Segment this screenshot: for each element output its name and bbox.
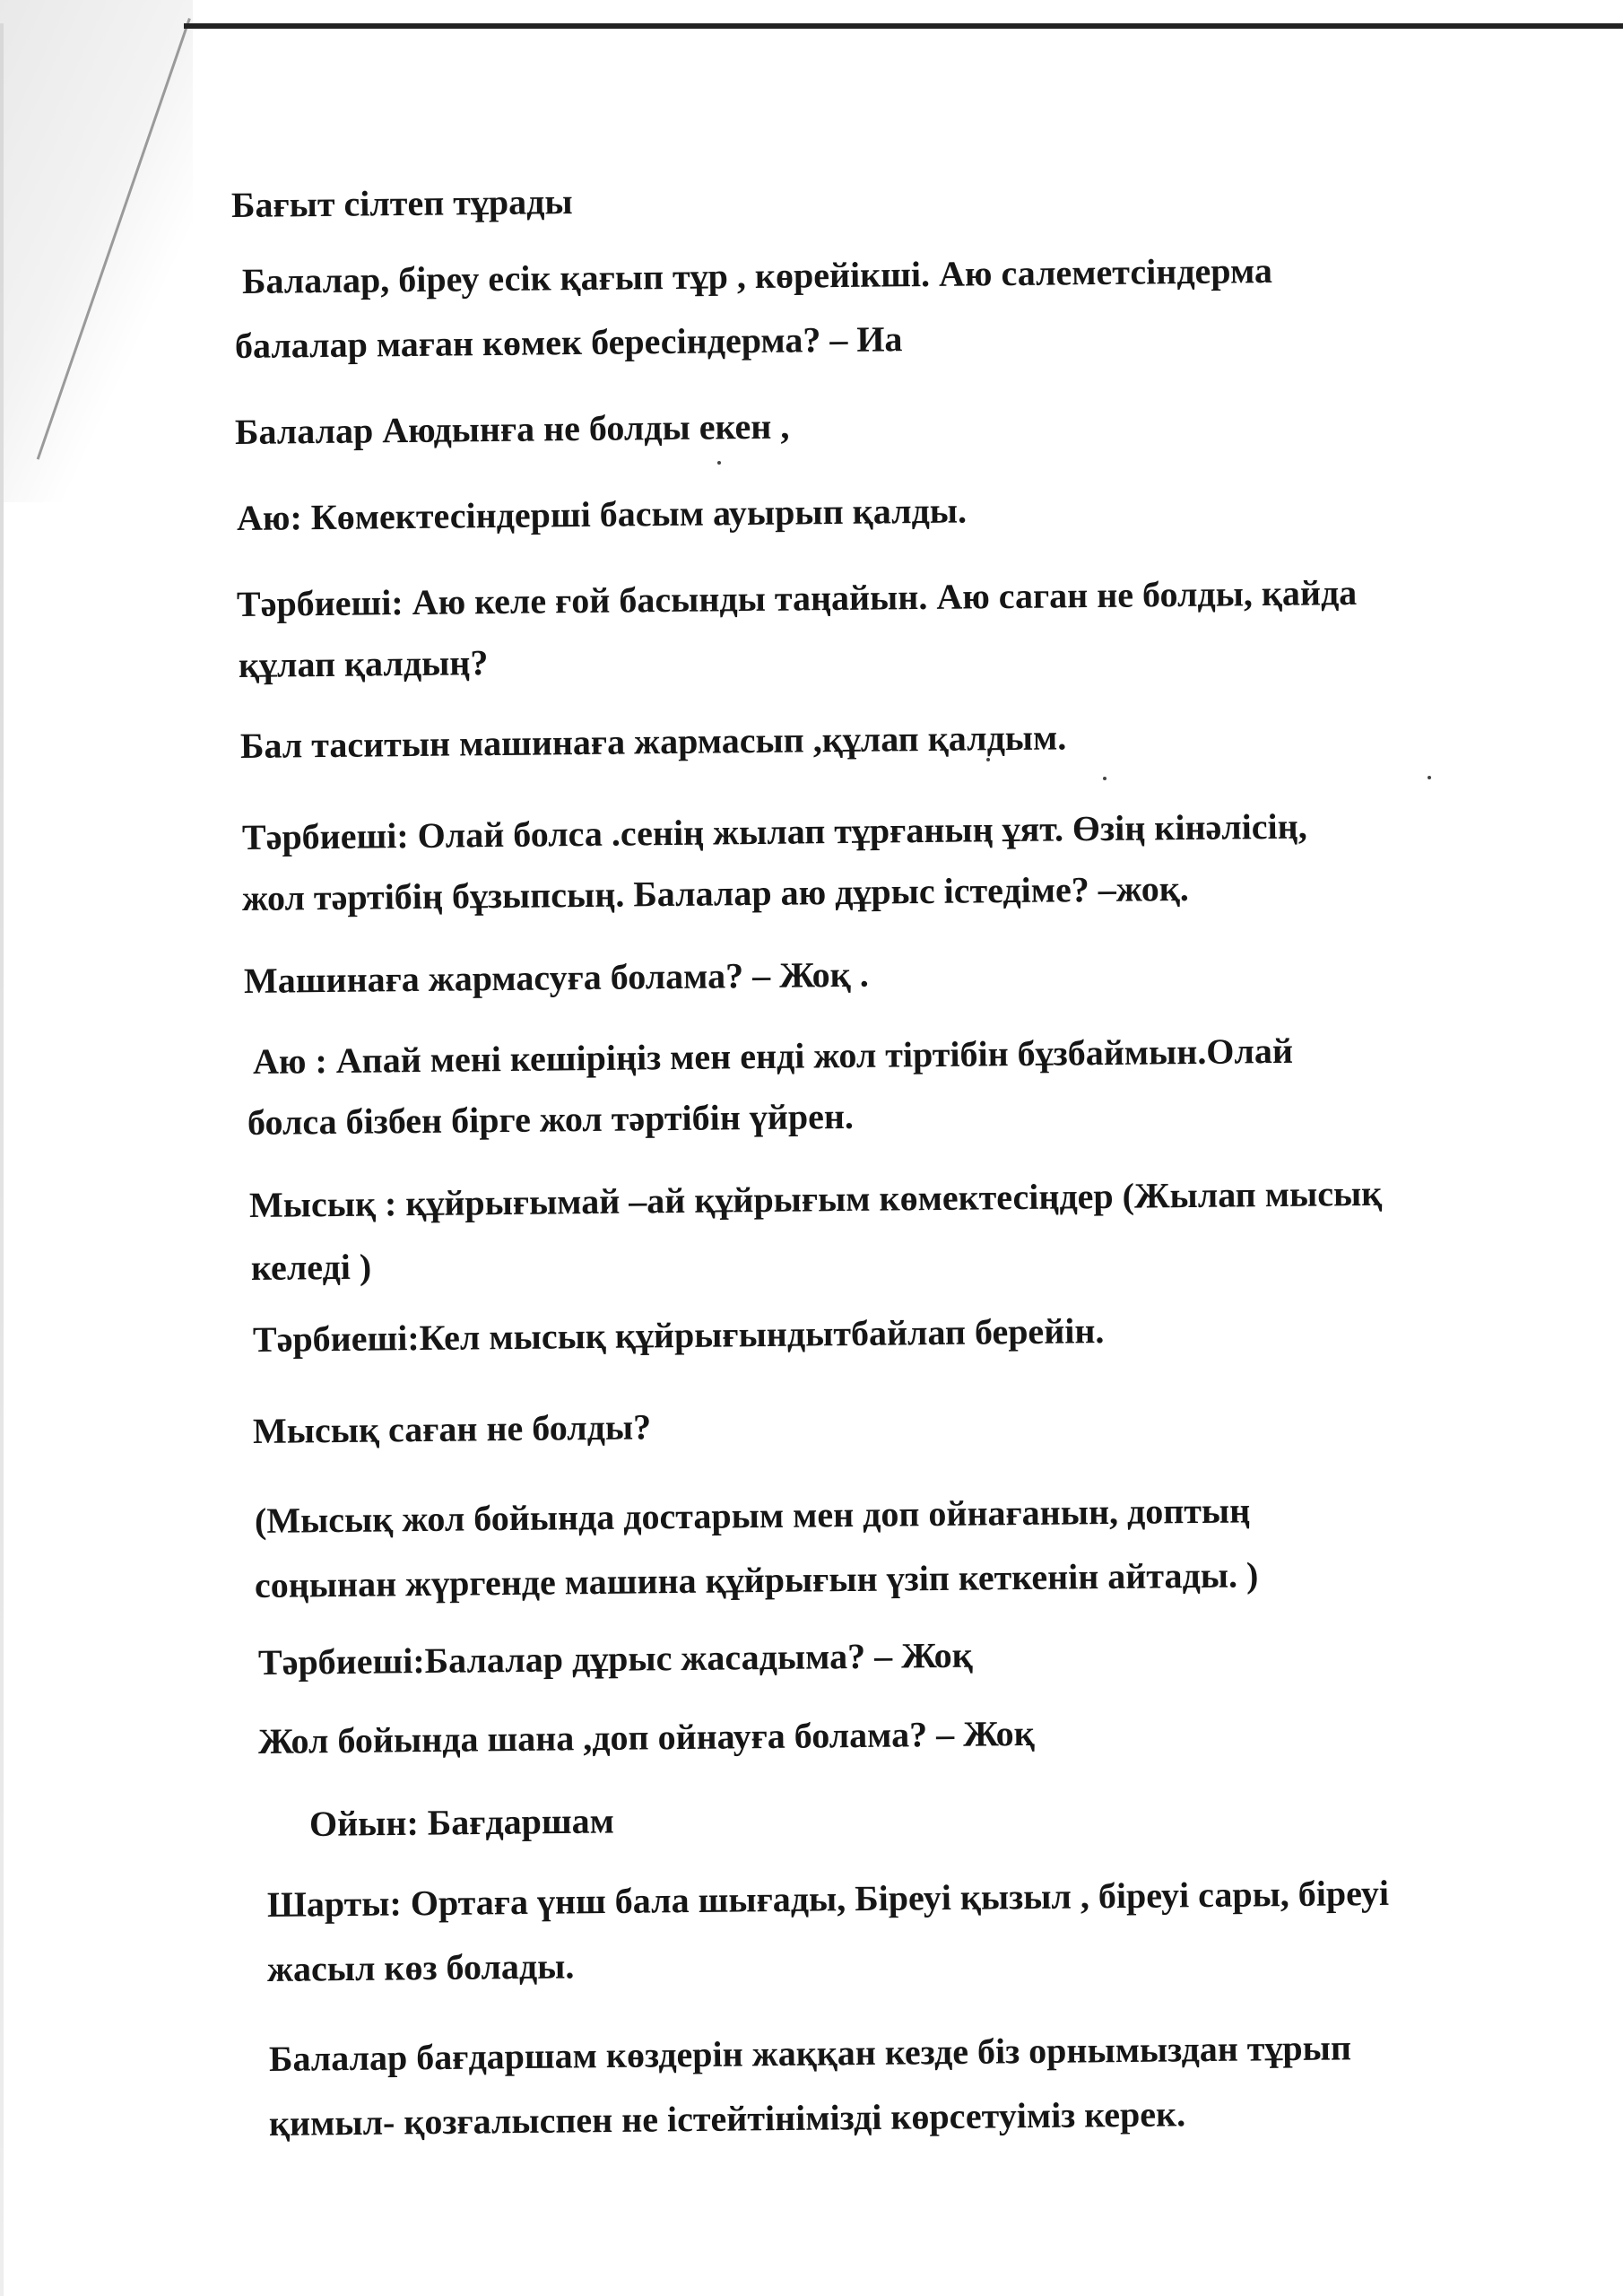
text-line: Балалар Аюдынға не болды екен , <box>234 405 790 452</box>
text-line: Тәрбиеші: Олай болса .сенің жылап тұрғаның ұят. Өзің кінәлісің, <box>241 805 1307 857</box>
page-left-edge <box>0 23 4 2296</box>
text-line: балалар маған көмек бересіндерма? – Иа <box>234 318 903 366</box>
text-line: соңынан жүргенде машина құйрығын үзіп кеткенін айтады. ) <box>254 1554 1259 1605</box>
text-line: Машинаға жармасуға болама? – Жоқ . <box>243 953 869 1001</box>
text-line: Шарты: Ортаға үнш бала шығады, Біреуі қызыл , біреуі сары, біреуі <box>266 1872 1390 1925</box>
text-line: (Мысық жол бойында достарым мен доп ойнағанын, доптың <box>254 1490 1251 1541</box>
section-heading: Ойын: Бағдаршам <box>308 1800 615 1844</box>
text-line: құлап қалдың? <box>238 642 489 685</box>
text-line: қимыл- қозғалыспен не істейтінімізді көрсетуіміз керек. <box>268 2093 1186 2144</box>
text-line: Балалар, біреу есік қағып тұр , көрейікші. Аю салеметсіндерма <box>241 249 1273 301</box>
text-line: Аю: Көмектесіндерші басым ауырып қалды. <box>236 490 968 538</box>
scan-speck <box>1428 776 1431 779</box>
text-line: келеді ) <box>250 1246 372 1288</box>
text-line: Бал таситын машинаға жармасып ,құлап қалдым. <box>239 717 1067 766</box>
text-line: жасыл көз болады. <box>266 1945 575 1989</box>
text-line: жол тәртібің бұзыпсың. Балалар аю дұрыс істедіме? –жоқ. <box>241 867 1189 918</box>
document-title: Бағыт сілтеп тұрады <box>230 181 573 225</box>
scan-speck <box>1103 777 1107 780</box>
text-line: Тәрбиеші:Балалар дұрыс жасадыма? – Жоқ <box>257 1634 973 1683</box>
text-line: Жол бойында шана ,доп ойнауға болама? – Жоқ <box>257 1712 1035 1761</box>
text-line: болса бізбен бірге жол тәртібін үйрен. <box>247 1095 855 1143</box>
scan-speck <box>717 461 721 465</box>
text-line: Тәрбиеші:Кел мысық құйрығындытбайлап берейін. <box>252 1310 1105 1360</box>
page-top-edge <box>184 23 1623 29</box>
text-line: Мысық саған не болды? <box>252 1406 652 1451</box>
text-line: Аю : Апай мені кешіріңіз мен енді жол тіртібін бұзбаймын.Олай <box>252 1030 1294 1082</box>
text-line: Тәрбиеші: Аю келе ғой басынды таңайын. Аю саган не болды, қайда <box>236 571 1358 624</box>
text-line: Мысық : құйрығымай –ай құйрығым көмектесіңдер (Жылап мысық <box>248 1172 1383 1225</box>
page-fold-shadow <box>0 0 193 502</box>
text-line: Балалар бағдаршам көздерін жаққан кезде біз орнымыздан тұрып <box>268 2027 1352 2079</box>
